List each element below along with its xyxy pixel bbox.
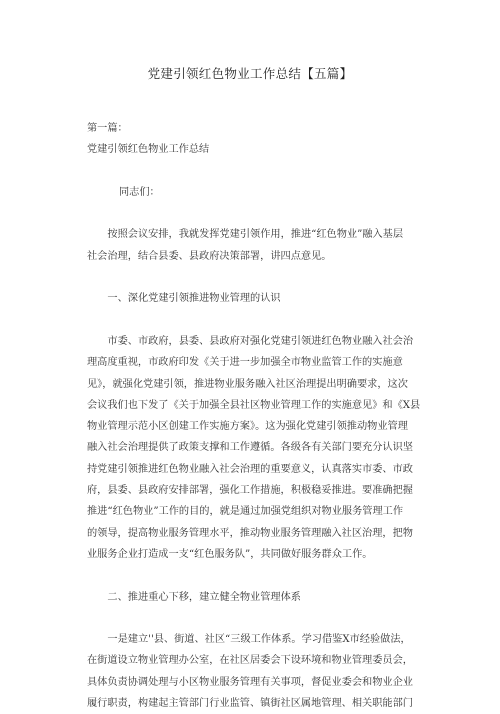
intro-paragraph: [87, 224, 425, 267]
part-label: 第一篇：: [87, 123, 128, 134]
salutation: 同志们：: [119, 186, 160, 198]
spacer: [87, 565, 425, 586]
intro-line-1: 按照会议安排，我就发挥党建引领作用，推进“红色物业”融入基层: [107, 229, 404, 241]
paragraph-2: [87, 629, 425, 714]
para2-line-3: 具体负责协调处理与小区物业服务管理有关事项，督促业委会和物业企业: [87, 676, 413, 688]
para1-line-4: 会议我们也下发了《关于加强全县社区物业管理工作的实施意见》和《X县: [87, 399, 421, 411]
section-heading-1: 一、深化党建引领推进物业管理的认识: [107, 293, 281, 305]
para1-line-1: 市委、市政府，县委、县政府对强化党建引领进红色物业融入社会治: [107, 335, 414, 347]
intro-line-2: 社会治理，结合县委、县政府决策部署，讲四点意见。: [87, 250, 332, 262]
para2-line-1: 一是建立''县、街道、社区“三级工作体系。学习借鉴X市经验做法，: [107, 634, 411, 646]
para1-line-5: 物业管理示范小区创建工作实施方案》。这为强化党建引领推动物业管理: [87, 421, 408, 433]
para1-line-2: 理高度重视，市政府印发《关于进一步加强全市物业监管工作的实施意: [87, 357, 403, 369]
para2-line-2: 在街道设立物业管理办公室，在社区居委会下设环境和物业管理委员会，: [87, 655, 413, 667]
document-title: 党建引领红色物业工作总结【五篇】: [147, 66, 353, 81]
spacer: [87, 161, 425, 182]
spacer: [87, 310, 425, 331]
para1-line-11: 业服务企业打造成一支“红色服务队”，共同做好服务群众工作。: [87, 548, 373, 560]
para1-line-10: 的领导，提高物业服务管理水平，推动物业服务管理融入社区治理，把物: [87, 527, 413, 539]
section-heading-2: 二、推进重心下移，建立健全物业管理体系: [107, 591, 301, 603]
document-body: [87, 118, 425, 714]
part-title: 党建引领红色物业工作总结: [87, 144, 210, 156]
spacer: [87, 267, 425, 288]
spacer: [87, 608, 425, 629]
para2-line-4: 履行职责，构建起主管部门行业监管、镇街社区属地管理、相关职能部门: [87, 698, 413, 710]
paragraph-1: [87, 331, 425, 565]
para1-line-3: 见》，就强化党建引领，推进物业服务融入社区治理提出明确要求，这次: [87, 378, 408, 390]
para1-line-6: 融入社会治理提供了政策支撑和工作遵循。各级各有关部门要充分认识坚: [87, 442, 413, 454]
para1-line-7: 持党建引领推进红色物业融入社会治理的重要意义，认真落实市委、市政: [87, 463, 413, 475]
para1-line-9: 推进“红色物业”工作的目的，就是通过加强党组织对物业服务管理工作: [87, 506, 404, 518]
spacer: [87, 203, 425, 224]
para1-line-8: 府，县委、县政府安排部署，强化工作措施，积极稳妥推进。要准确把握: [87, 485, 413, 497]
